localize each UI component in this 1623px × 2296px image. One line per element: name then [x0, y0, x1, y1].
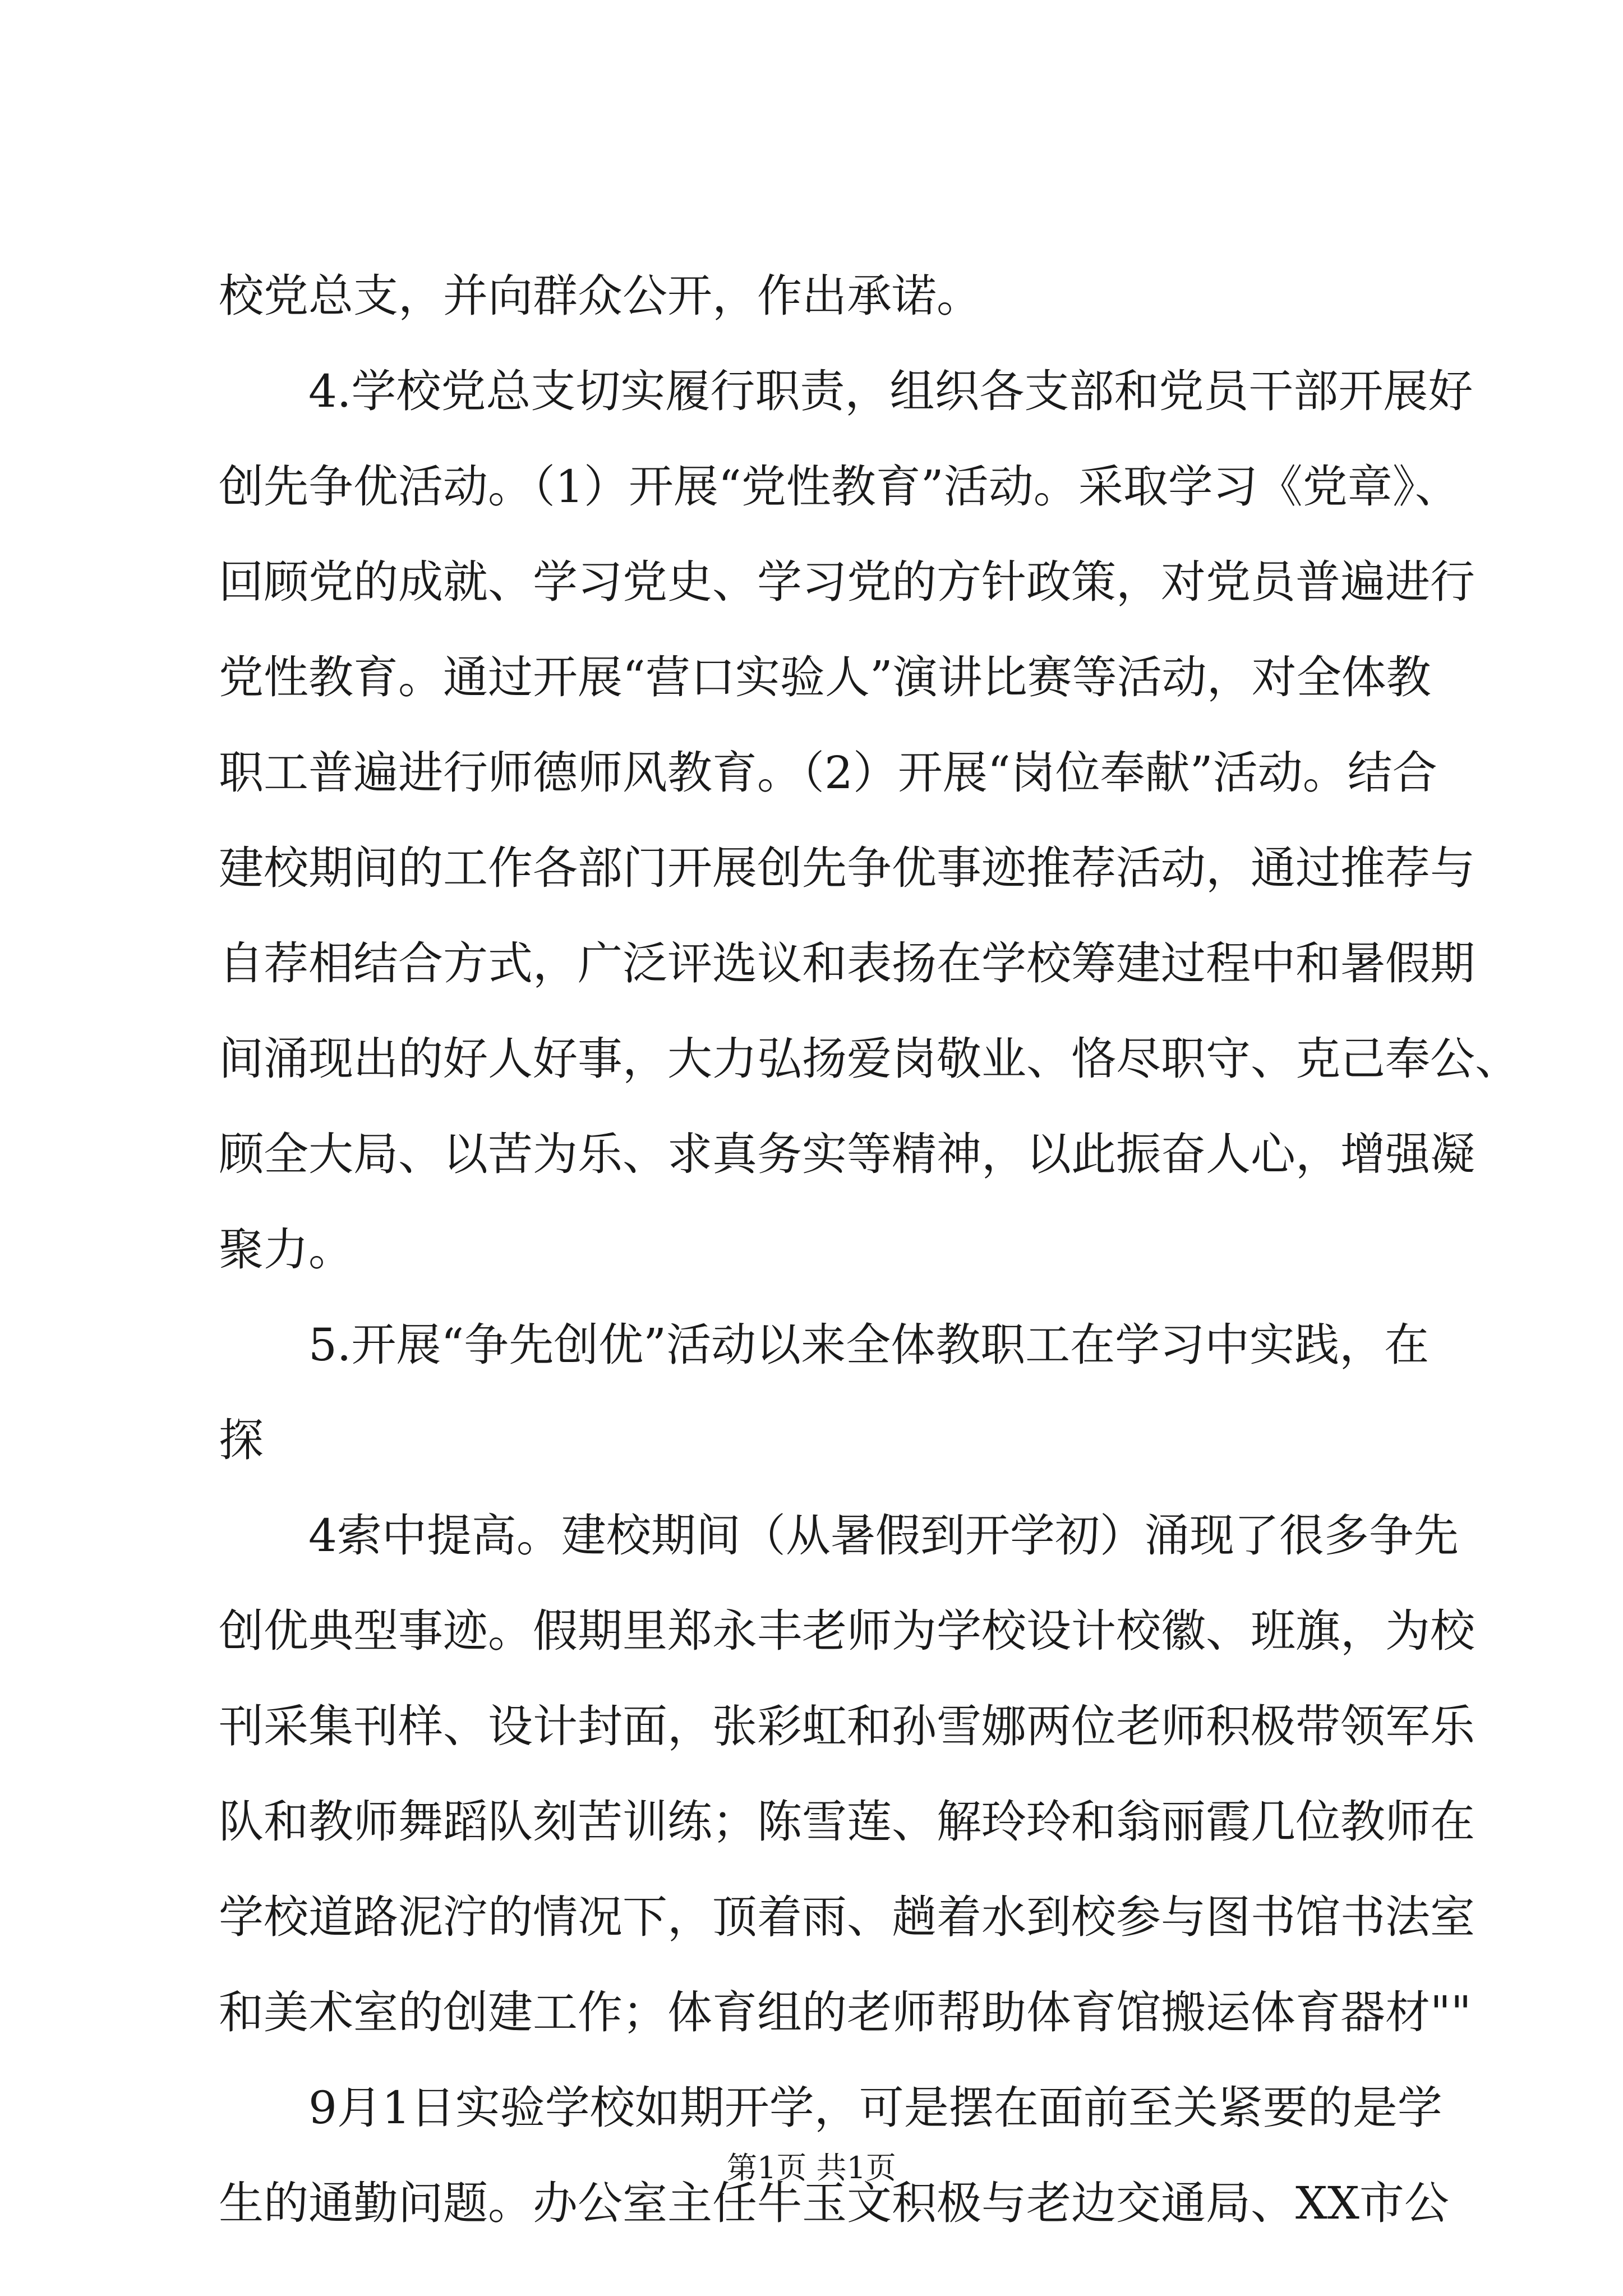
text-line: 创优典型事迹。假期里郑永丰老师为学校设计校徽、班旗，为校: [219, 1605, 1475, 1657]
text-line: 学校道路泥泞的情况下，顶着雨、趟着水到校参与图书馆书法室: [219, 1891, 1475, 1943]
text-line: 和美术室的创建工作；体育组的老师帮助体育馆搬运体育器材"": [219, 1986, 1472, 2039]
text-line: 回顾党的成就、学习党史、学习党的方针政策，对党员普遍进行: [219, 556, 1475, 608]
text-line: 党性教育。通过开展“营口实验人”演讲比赛等活动，对全体教: [219, 651, 1431, 703]
text-line: 队和教师舞蹈队刻苦训练；陈雪莲、解玲玲和翁丽霞几位教师在: [219, 1796, 1475, 1848]
text-line: 建校期间的工作各部门开展创先争优事迹推荐活动，通过推荐与: [219, 842, 1475, 894]
text-line: 聚力。: [219, 1223, 353, 1276]
text-line: 4.学校党总支切实履行职责，组织各支部和党员干部开展好: [308, 365, 1473, 417]
text-line: 职工普遍进行师德师风教育。（2）开展“岗位奉献”活动。结合: [219, 747, 1437, 799]
text-line: 校党总支，并向群众公开，作出承诺。: [219, 270, 981, 322]
text-line: 4索中提高。建校期间（从暑假到开学初）涌现了很多争先: [308, 1510, 1459, 1562]
text-line: 生的通勤问题。办公室主任牛玉文积极与老边交通局、XX市公: [219, 2177, 1449, 2229]
page-number-footer: 第1页 共1页: [727, 2150, 896, 2185]
text-line: 刊采集刊样、设计封面，张彩虹和孙雪娜两位老师积极带领军乐: [219, 1700, 1475, 1752]
text-line: 5.开展“争先创优”活动以来全体教职工在学习中实践，在: [308, 1319, 1430, 1371]
text-line: 创先争优活动。（1）开展“党性教育”活动。采取学习《党章》、: [219, 461, 1460, 513]
document-body: [219, 264, 1520, 2266]
text-line: 9月1日实验学校如期开学，可是摆在面前至关紧要的是学: [308, 2082, 1442, 2134]
text-line: 探: [219, 1414, 264, 1466]
text-line: 顾全大局、以苦为乐、求真务实等精神，以此振奋人心，增强凝: [219, 1128, 1475, 1180]
text-line: 自荐相结合方式，广泛评选议和表扬在学校筹建过程中和暑假期: [219, 937, 1475, 990]
text-line: 间涌现出的好人好事，大力弘扬爱岗敬业、恪尽职守、克己奉公、: [219, 1033, 1520, 1085]
